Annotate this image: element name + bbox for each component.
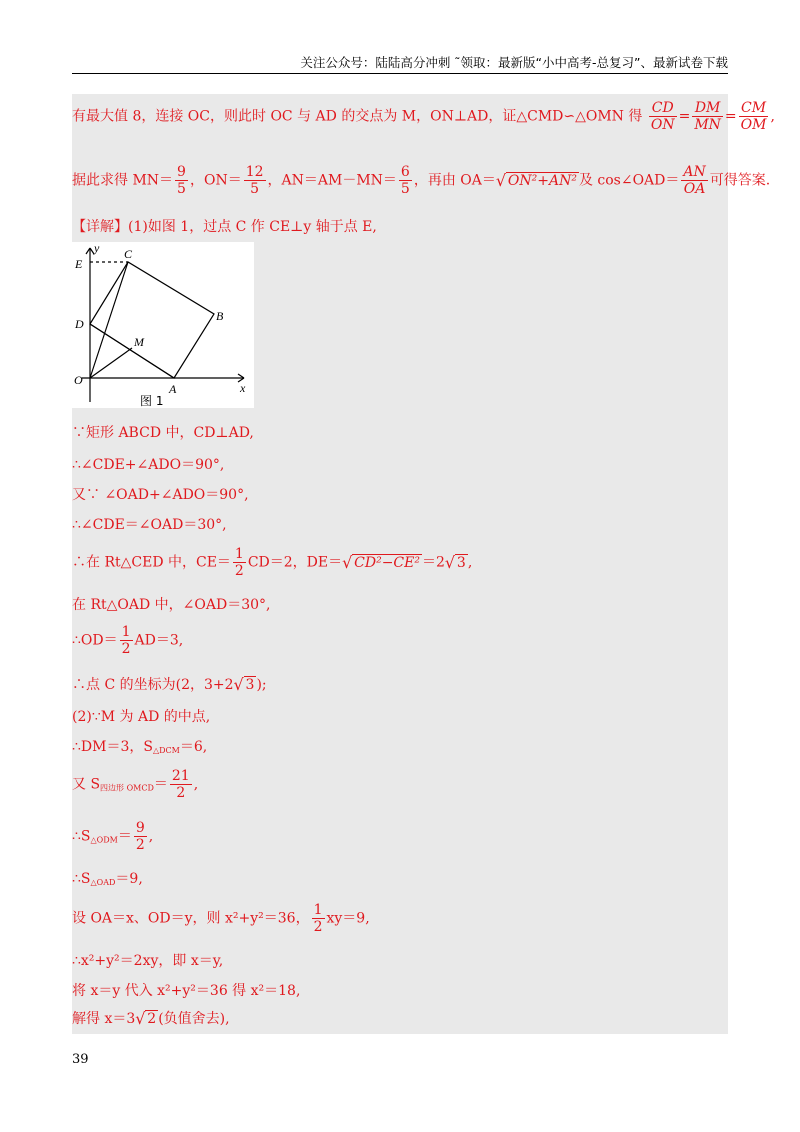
line-17: 设 OA＝x、OD＝y，则 x²+y²＝36， $\frac{1}{2}$ xy＝9, — [72, 902, 370, 935]
figure-1 — [72, 242, 254, 408]
line-2: 据此求得 MN＝ $\frac{9}{5}$ ，ON＝ $\frac{12}{5}$ ，AN＝AM－MN＝ $\frac{6}{5}$ ，再由 OA＝√ ON²+AN² 及 cos∠OAD＝ $\frac{AN}{OA}$ 可得答案. — [72, 164, 770, 197]
line-20: 解得 x＝3√ 2 (负值舍去), — [72, 1008, 230, 1028]
line-4: ∵矩形 ABCD 中，CD⊥AD, — [72, 425, 254, 441]
line-15: $\therefore S_{\triangle ODM}=$ $\frac{9}{2}$ , — [72, 820, 154, 853]
label-D: D — [75, 317, 84, 331]
label-O: O — [74, 373, 83, 387]
line-13: ∴DM＝3，$S_{\triangle DCM}=6$, — [72, 739, 208, 755]
header-text: 关注公众号：陆陆高分冲刺 ˜领取：最新版“小中高考-总复习”、最新试卷下载 — [300, 55, 728, 70]
line-16: $\therefore S_{\triangle OAD}=9$, — [72, 871, 143, 887]
label-B: B — [216, 309, 224, 323]
page-header — [72, 53, 728, 74]
line-5: ∴∠CDE+∠ADO＝90°, — [72, 457, 225, 473]
line-12: (2)∵M 为 AD 的中点, — [72, 709, 211, 725]
line-14: 又 $S_{四边形 OMCD}=$ $\frac{21}{2}$ , — [72, 768, 199, 801]
line-18: ∴x²+y²＝2xy，即 x＝y, — [72, 953, 224, 969]
page-number: 39 — [72, 1052, 89, 1067]
label-y: y — [94, 242, 100, 255]
line-1: 有最大值 8，连接 OC，则此时 OC 与 AD 的交点为 M，ON⊥AD，证△CMD∽△OMN 得 $\frac{CD}{ON}$ = $\frac{DM}{MN}$ = $\frac{CM}{OM}$ , — [72, 100, 775, 133]
label-C: C — [124, 247, 133, 261]
label-x: x — [240, 381, 246, 395]
line-10: ∴OD＝ $\frac{1}{2}$ AD＝3, — [72, 624, 184, 657]
line-9: 在 Rt△OAD 中，∠OAD＝30°, — [72, 597, 271, 613]
label-M: M — [134, 335, 144, 349]
sqrt-expression: √ CD²−CE² — [342, 555, 422, 571]
solution-content — [72, 94, 775, 1034]
line-19: 将 x＝y 代入 x²+y²＝36 得 x²＝18, — [72, 983, 301, 999]
line-7: ∴∠CDE＝∠OAD＝30°, — [72, 517, 227, 533]
sqrt-expression: √ ON²+AN² — [496, 173, 579, 189]
label-E: E — [75, 257, 83, 271]
line-3: 【详解】(1)如图 1，过点 C 作 CE⊥y 轴于点 E, — [72, 219, 377, 235]
line-11: ∴点 C 的坐标为(2，3+2√ 3 ); — [72, 674, 267, 694]
label-A: A — [169, 382, 177, 396]
line-6: 又∵ ∠OAD+∠ADO＝90°, — [72, 487, 249, 503]
line-8: ∴在 Rt△CED 中，CE＝ $\frac{1}{2}$ CD＝2，DE＝√ CD²−CE² ＝2√ 3 , — [72, 546, 472, 579]
geometry-diagram — [72, 242, 254, 408]
figure-caption: 图 1 — [140, 394, 164, 408]
